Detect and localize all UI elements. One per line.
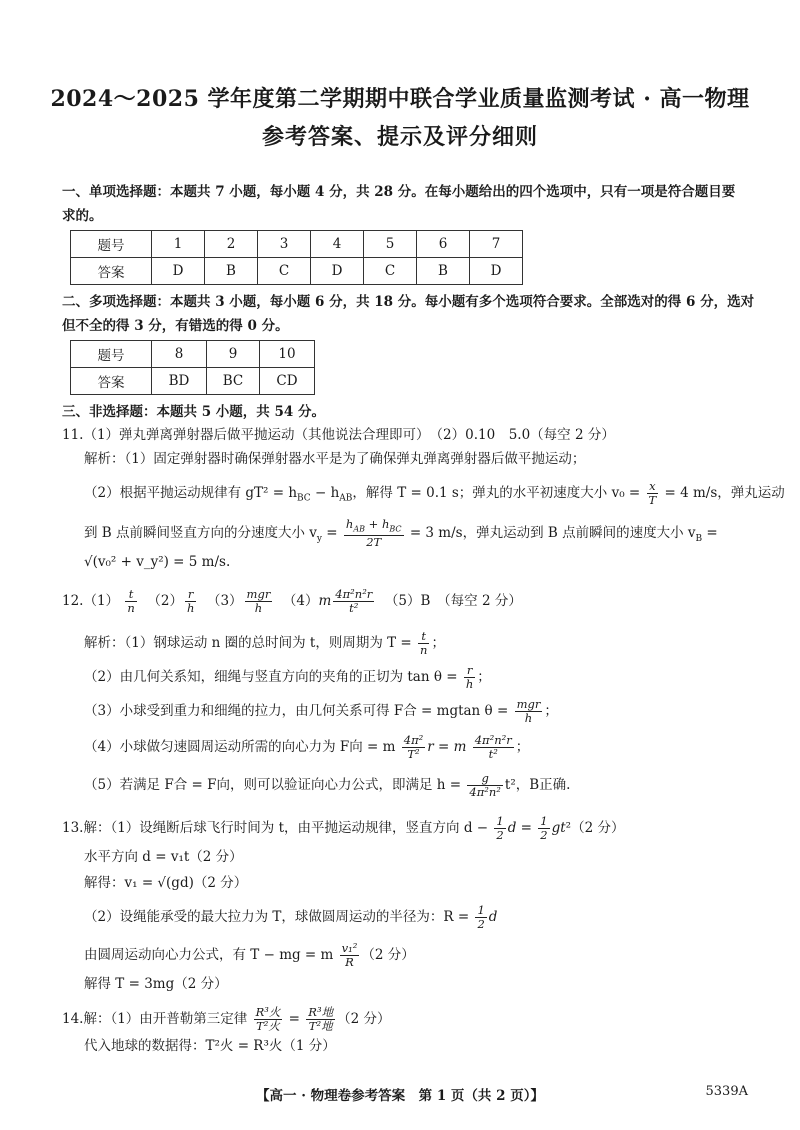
answer-cell: BD bbox=[152, 368, 207, 395]
q12-exp5-text: （5）若满足 F合 = F向，则可以验证向心力公式，即满足 h = bbox=[84, 777, 462, 793]
section2-intro-line1: 二、多项选择题：本题共 3 小题，每小题 6 分，共 18 分。每小题有多个选项符合要求。全部选对的得 6 分，选对 bbox=[62, 294, 755, 310]
table-row bbox=[71, 341, 315, 368]
q11-exp3-part-b: = 3 m/s，弹丸运动到 B 点前瞬间的速度大小 v bbox=[409, 525, 696, 542]
formula-fraction: $\frac{\text{mgr}}{h}$ bbox=[246, 587, 271, 615]
answer-cell: BC bbox=[207, 368, 260, 395]
formula-fraction: $\frac{\text{4π²n²r}}{\text{t²}}$ bbox=[335, 587, 373, 615]
q11-exp2-part-a: （2）根据平抛运动规律有 gT² = h bbox=[84, 485, 298, 501]
q11-exp3-part-a: 到 B 点前瞬间竖直方向的分速度大小 v bbox=[84, 525, 317, 542]
answer-cell: CD bbox=[260, 368, 315, 395]
q12-explanation-4: （4）小球做匀速圆周运动所需的向心力为 F向 = m $\frac{\text{4π²}}{\text{T²}}$ r = m $\frac{\text{4π²n²r}}{\text{t²}}$ ； bbox=[84, 733, 530, 761]
section1-intro bbox=[62, 180, 742, 228]
question-number: 9 bbox=[207, 341, 260, 368]
section1-intro-line1: 一、单项选择题：本题共 7 小题，每小题 4 分，共 28 分。在每小题给出的四个选项中，只有一项是符合题目要 bbox=[62, 184, 736, 200]
answer-cell: B bbox=[417, 258, 470, 285]
q12-exp3-text: （3）小球受到重力和细绳的拉力，由几何关系可得 F合 = mgtan θ = bbox=[84, 703, 509, 719]
formula-fraction: $\frac{r}{h}$ bbox=[186, 587, 195, 615]
table-row bbox=[71, 258, 523, 285]
multi-choice-answer-table bbox=[70, 340, 315, 395]
q12-explanation-5 bbox=[84, 772, 570, 799]
formula-fraction: $\frac{r}{h}$ bbox=[465, 663, 474, 691]
q13-line5-text: 由圆周运动向心力公式，有 T − mg = m bbox=[84, 947, 334, 963]
question-number: 1 bbox=[152, 231, 205, 258]
q14-line-1: 14.解：（1）由开普勒第三定律 $\frac{\text{R³火}}{\text{T²火}}$ = $\frac{\text{R³地}}{\text{T²地}}$ （2 分） bbox=[62, 1005, 391, 1033]
q14-line1-end: （2 分） bbox=[337, 1011, 391, 1027]
q13-line4-text: （2）设绳能承受的最大拉力为 T，球做圆周运动的半径为：R = bbox=[84, 909, 470, 925]
formula-fraction: $\frac{t}{n}$ bbox=[127, 587, 135, 615]
q12-answer-rest: （5）B （每空 2 分） bbox=[384, 593, 522, 609]
answer-cell: C bbox=[258, 258, 311, 285]
q11-explanation-1: 解析：（1）固定弹射器时确保弹射器水平是为了确保弹丸弹离弹射器后做平抛运动； bbox=[84, 451, 586, 467]
formula-fraction: $\frac{\text{4π²}}{\text{T²}}$ bbox=[403, 733, 424, 761]
row-label: 题号 bbox=[71, 341, 152, 368]
q14-line1-text: 14.解：（1）由开普勒第三定律 bbox=[62, 1011, 248, 1027]
row-label: 答案 bbox=[71, 368, 152, 395]
question-number: 7 bbox=[470, 231, 523, 258]
q13-line1-text: 13.解：（1）设绳断后球飞行时间为 t，由平抛运动规律，竖直方向 d − bbox=[62, 820, 489, 836]
q13-line5-end: （2 分） bbox=[361, 947, 415, 963]
q12-exp2-text: （2）由几何关系知，细绳与竖直方向的夹角的正切为 tan θ = bbox=[84, 669, 458, 685]
row-label: 答案 bbox=[71, 258, 152, 285]
formula-fraction: $\frac{1}{2}$ bbox=[540, 814, 548, 842]
q13-line1-end: （2 分） bbox=[571, 820, 625, 836]
answer-cell: D bbox=[470, 258, 523, 285]
formula-fraction: $\frac{\text{4π²n²r}}{\text{t²}}$ bbox=[474, 733, 512, 761]
q12-exp5-end: t²，B正确. bbox=[504, 777, 571, 793]
q11-explanation-3: 到 B 点前瞬间竖直方向的分速度大小 $v_y$ = $\frac{h_{AB} + h_{BC}}{2T}$ = 3 m/s，弹丸运动到 B 点前瞬间的速度大小 $v_B$ = bbox=[84, 517, 718, 550]
q14-line-2: 代入地球的数据得：T²火 = R³火（1 分） bbox=[84, 1038, 336, 1054]
formula-fraction: $\frac{g}{\text{4π²n²}}$ bbox=[469, 771, 501, 799]
formula-fraction: $\frac{1}{2}$ bbox=[496, 814, 504, 842]
q13-line-3: 解得：v₁ = √(gd)（2 分） bbox=[84, 875, 248, 891]
section1-intro-line2: 求的。 bbox=[62, 208, 103, 224]
exam-subtitle: 参考答案、提示及评分细则 bbox=[261, 124, 538, 150]
table-row bbox=[71, 368, 315, 395]
formula-fraction: $\frac{h_{AB} + h_{BC}}{2T}$ bbox=[345, 517, 402, 550]
q12-explanation-2: （2）由几何关系知，细绳与竖直方向的夹角的正切为 tan θ = $\frac{r}{h}$ ； bbox=[84, 663, 491, 691]
q13-line-5 bbox=[84, 942, 415, 969]
table-row bbox=[71, 231, 523, 258]
formula-fraction: $\frac{1}{2}$ bbox=[477, 903, 485, 931]
answer-cell: B bbox=[205, 258, 258, 285]
answer-cell: D bbox=[152, 258, 205, 285]
exam-title: 2024～2025 学年度第二学期期中联合学业质量监测考试 · 高一物理 bbox=[50, 86, 750, 112]
answer-cell: D bbox=[311, 258, 364, 285]
row-label: 题号 bbox=[71, 231, 152, 258]
question-number: 10 bbox=[260, 341, 315, 368]
q13-line-6: 解得 T = 3mg（2 分） bbox=[84, 976, 228, 992]
section2-intro-line2: 但不全的得 3 分，有错选的得 0 分。 bbox=[62, 318, 289, 334]
question-number: 4 bbox=[311, 231, 364, 258]
q12-answer-prefix: 12.（1） bbox=[62, 593, 120, 609]
question-number: 2 bbox=[205, 231, 258, 258]
question-number: 8 bbox=[152, 341, 207, 368]
section3-intro: 三、非选择题：本题共 5 小题，共 54 分。 bbox=[62, 404, 325, 420]
question-number: 3 bbox=[258, 231, 311, 258]
q12-exp1-text: 解析：（1）钢球运动 n 圈的总时间为 t，则周期为 T = bbox=[84, 635, 412, 651]
q11-exp2-part-b: ，解得 T = 0.1 s；弹丸的水平初速度大小 v₀ = bbox=[352, 485, 641, 501]
question-number: 5 bbox=[364, 231, 417, 258]
q13-line-2: 水平方向 d = v₁t（2 分） bbox=[84, 849, 243, 865]
formula-fraction: $\frac{\text{mgr}}{h}$ bbox=[516, 697, 541, 725]
q11-explanation-2: （2）根据平抛运动规律有 $gT^2 = h_{BC} - h_{AB}$，解得 T = 0.1 s；弹丸的水平初速度大小 v₀ = $\frac{x}{T}$ = 4 m/s，弹丸运动 bbox=[84, 479, 785, 507]
single-choice-answer-table bbox=[70, 230, 523, 285]
page-footer: 【高一 · 物理卷参考答案 第 1 页（共 2 页）】 bbox=[256, 1088, 544, 1104]
q12-answer: 12.（1） $\frac{t}{n}$ （2） $\frac{r}{h}$ （3） $\frac{\text{mgr}}{h}$ （4）m $\frac{\text{4π²n²r}}{\text{t²}}$ （5）B （每空 2 分） bbox=[62, 587, 522, 615]
q12-explanation-1: 解析：（1）钢球运动 n 圈的总时间为 t，则周期为 T = $\frac{t}{n}$ ； bbox=[84, 629, 445, 657]
formula-fraction: $\frac{x}{T}$ bbox=[648, 479, 657, 507]
q11-explanation-4: √(v₀² + v_y²) = 5 m/s. bbox=[84, 554, 231, 570]
answer-cell: C bbox=[364, 258, 417, 285]
q13-line-4: （2）设绳能承受的最大拉力为 T，球做圆周运动的半径为：R = $\frac{1}{2}$ d bbox=[84, 903, 498, 931]
formula-fraction: $\frac{\text{R³火}}{\text{T²火}}$ bbox=[255, 1005, 281, 1033]
q12-exp4-text: （4）小球做匀速圆周运动所需的向心力为 F向 = m bbox=[84, 739, 396, 755]
q13-line-1: 13.解：（1）设绳断后球飞行时间为 t，由平抛运动规律，竖直方向 d − $\frac{1}{2}$ d = $\frac{1}{2}$ gt²（2 分） bbox=[62, 814, 625, 842]
formula-fraction: $\frac{t}{n}$ bbox=[420, 629, 428, 657]
formula-fraction: $\frac{\text{R³地}}{\text{T²地}}$ bbox=[308, 1005, 334, 1033]
section2-intro bbox=[62, 290, 755, 338]
q12-explanation-3: （3）小球受到重力和细绳的拉力，由几何关系可得 F合 = mgtan θ = $\frac{\text{mgr}}{h}$ ； bbox=[84, 697, 558, 725]
formula-fraction: $\frac{\text{v₁²}}{R}$ bbox=[341, 941, 358, 969]
q11-exp2-part-c: = 4 m/s，弹丸运动 bbox=[664, 485, 785, 501]
document-code: 5339A bbox=[705, 1084, 748, 1099]
question-number: 6 bbox=[417, 231, 470, 258]
q11-answer: 11.（1）弹丸弹离弹射器后做平抛运动（其他说法合理即可） （2）0.10 5.0（每空 2 分） bbox=[62, 427, 615, 443]
